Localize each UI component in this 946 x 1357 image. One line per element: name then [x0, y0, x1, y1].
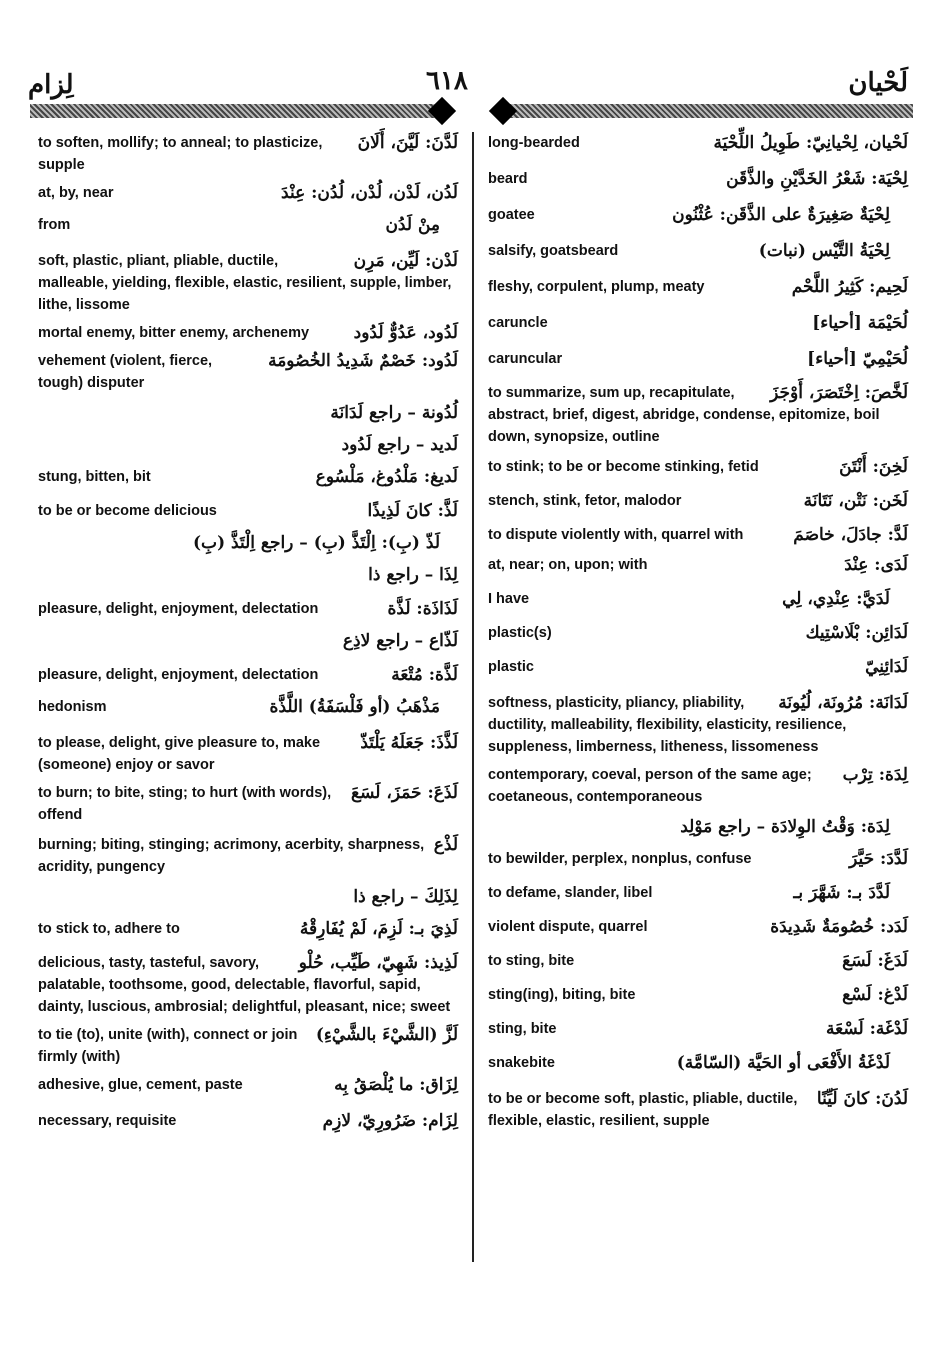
english-definition: to burn; to bite, sting; to hurt (with words), offend	[38, 785, 332, 823]
arabic-headword: لَزَّ (الشَّيْءَ بالشَّيْءِ)	[315, 1025, 458, 1045]
dictionary-entry	[38, 886, 458, 908]
english-definition: pleasure, delight, enjoyment, delectation	[38, 667, 319, 683]
arabic-headword: لِدَة: تِرْب	[842, 765, 908, 785]
english-definition: hedonism	[38, 699, 107, 715]
english-definition: burning; biting, stinging; acrimony, acerbity, sharpness, acridity, pungency	[38, 837, 425, 875]
english-definition: violent dispute, quarrel	[488, 919, 648, 935]
dictionary-entry	[488, 950, 908, 972]
arabic-headword: لَذَّذَ: جَعَلَهُ يَلْتَذّ	[360, 733, 458, 753]
arabic-headword: لَخِنَ: أَنْتَنَ	[839, 457, 908, 477]
english-definition: snakebite	[488, 1055, 555, 1071]
arabic-headword: لِدَة: وَقْتُ الوِلادَة – راجع مَوْلِد	[680, 817, 890, 837]
dictionary-entry	[38, 918, 458, 940]
dictionary-entry	[488, 622, 908, 644]
dictionary-entry	[488, 984, 908, 1006]
arabic-headword: لَذْع	[433, 835, 458, 855]
dictionary-entry	[38, 834, 458, 878]
english-definition: sting(ing), biting, bite	[488, 987, 636, 1003]
dictionary-entry	[38, 952, 458, 1018]
dictionary-entry	[488, 692, 908, 758]
dictionary-entry	[38, 132, 458, 176]
arabic-headword: لَدُود، عَدُوٌّ لَدُود	[353, 323, 458, 343]
dictionary-entry	[488, 168, 908, 190]
arabic-headword: لَذَعَ: حَمَزَ، لَسَعَ	[351, 783, 458, 803]
arabic-headword: لِزَاق: ما يُلْصَقُ بِه	[334, 1075, 458, 1095]
dictionary-entry	[38, 1024, 458, 1068]
dictionary-entry	[38, 1074, 458, 1096]
dictionary-entry	[38, 598, 458, 620]
arabic-headword: لِحْيَة: شَعْرُ الخَدَّيْنِ والذَّقَن	[726, 169, 908, 189]
arabic-headword: لَديغ: مَلْدُوغ، مَلْسُوع	[315, 467, 458, 487]
dictionary-entry	[38, 782, 458, 826]
dictionary-entry	[488, 882, 908, 904]
english-definition: I have	[488, 591, 530, 607]
english-definition: to defame, slander, libel	[488, 885, 653, 901]
dictionary-entry	[38, 466, 458, 488]
dictionary-entry	[488, 490, 908, 512]
english-definition: necessary, requisite	[38, 1113, 177, 1129]
dictionary-entry	[488, 1018, 908, 1040]
dictionary-entry	[38, 250, 458, 316]
english-definition: stung, bitten, bit	[38, 469, 151, 485]
dictionary-entry	[488, 456, 908, 478]
dictionary-entry	[488, 916, 908, 938]
english-definition: sting, bite	[488, 1021, 557, 1037]
dictionary-entry	[488, 1088, 908, 1132]
arabic-headword: لَدَيَّ: عِنْدِي، لِي	[782, 589, 890, 609]
dictionary-entry	[38, 322, 458, 344]
arabic-headword: لِذَلِكَ – راجع ذا	[353, 887, 458, 907]
arabic-headword: لَدَائِنِيّ	[865, 657, 908, 677]
english-definition: stench, stink, fetor, malodor	[488, 493, 682, 509]
dictionary-entry	[488, 348, 908, 370]
arabic-headword: لِحْيَةُ التَّيْس (نبات)	[758, 241, 890, 261]
english-definition: to sting, bite	[488, 953, 575, 969]
arabic-headword: لَدُود: خَصْمٌ شَدِيدُ الخُصُومَة	[268, 351, 458, 371]
dictionary-entry	[488, 204, 908, 226]
arabic-headword: لَدُنَ: كانَ لَيِّنًا	[816, 1089, 908, 1109]
dictionary-entry	[488, 848, 908, 870]
english-definition: softness, plasticity, pliancy, pliability, ductility, malleability, flexibility, elasticity, resilience, suppleness, limberness, litheness, lissomeness	[488, 695, 847, 755]
arabic-headword: لَذَّ: كانَ لَذِيذًا	[367, 501, 458, 521]
english-definition: caruncle	[488, 315, 548, 331]
arabic-headword: مِنْ لَدُن	[385, 215, 440, 235]
english-definition: to summarize, sum up, recapitulate, abstract, brief, digest, abridge, condense, epitomize, boil down, synopsize, outline	[488, 385, 880, 445]
arabic-headword: لَدُن، لَدْن، لُدْن، لُدُن: عِنْدَ	[281, 183, 458, 203]
english-definition: to stink; to be or become stinking, fetid	[488, 459, 759, 475]
arabic-headword: لُحَيْمَة [أحياء]	[812, 313, 908, 333]
english-definition: contemporary, coeval, person of the same age; coetaneous, contemporaneous	[488, 767, 812, 805]
english-definition: beard	[488, 171, 528, 187]
arabic-headword: لَدْغ: لَسْع	[842, 985, 908, 1005]
english-definition: to tie (to), unite (with), connect or join firmly (with)	[38, 1027, 298, 1065]
dictionary-entry	[38, 664, 458, 686]
dictionary-entry	[38, 532, 458, 554]
arabic-headword: لِذَا – راجع ذا	[368, 565, 458, 585]
english-definition: plastic(s)	[488, 625, 552, 641]
dictionary-entry	[488, 524, 908, 546]
dictionary-entry	[38, 732, 458, 776]
english-definition: to be or become delicious	[38, 503, 217, 519]
english-definition: vehement (violent, fierce, tough) disputer	[38, 353, 213, 391]
arabic-headword: لَدَد: خُصُومَةٌ شَدِيدَة	[770, 917, 908, 937]
dictionary-entry	[488, 382, 908, 448]
arabic-headword: لَدَائِن: بْلَاسْتِيك	[805, 623, 908, 643]
arabic-headword: لَدَّ: جادَلَ، خاصَمَ	[793, 525, 908, 545]
arabic-headword: لَدَّدَ بـ: شَهَّرَ بـ	[793, 883, 890, 903]
english-definition: to be or become soft, plastic, pliable, ductile, flexible, elastic, resilient, supple	[488, 1091, 798, 1129]
english-definition: mortal enemy, bitter enemy, archenemy	[38, 325, 310, 341]
dictionary-entry	[488, 554, 908, 576]
arabic-headword: لَدَّنَ: لَيَّنَ، أَلَانَ	[357, 133, 458, 153]
dictionary-entry	[38, 182, 458, 204]
arabic-headword: لَذّ (بِ): اِلْتَذَّ (بِ) – راجع اِلْتَذَّ (بِ)	[193, 533, 440, 553]
header-diamond-right	[489, 97, 517, 125]
dictionary-entry	[488, 276, 908, 298]
arabic-headword: لِحْيَةٌ صَغِيرَةٌ على الذَّقَن: عُثْنُون	[672, 205, 890, 225]
arabic-headword: لَخَّصَ: اِخْتَصَرَ، أَوْجَزَ	[770, 383, 908, 403]
english-definition: pleasure, delight, enjoyment, delectation	[38, 601, 319, 617]
header-diamond-left	[428, 97, 456, 125]
arabic-headword: لَديد – راجع لَدُود	[341, 435, 458, 455]
arabic-headword: لَحِيم: كَثِيرُ اللَّحْم	[791, 277, 908, 297]
arabic-headword: لَدَّدَ: حَيَّرَ	[849, 849, 908, 869]
dictionary-entry	[488, 764, 908, 808]
english-definition: to please, delight, give pleasure to, make (someone) enjoy or savor	[38, 735, 321, 773]
arabic-headword: لَحْيان، لِحْيانِيّ: طَوِيلُ اللِّحْيَة	[713, 133, 908, 153]
dictionary-entry	[488, 588, 908, 610]
dictionary-entry	[38, 500, 458, 522]
dictionary-entry	[38, 402, 458, 424]
arabic-headword: لَدْغَة: لَسْعَة	[826, 1019, 908, 1039]
dictionary-entry	[38, 564, 458, 586]
arabic-headword: لَدَى: عِنْدَ	[844, 555, 908, 575]
arabic-headword: لُدُونة – راجع لَدَانَة	[330, 403, 458, 423]
arabic-headword: لَخَن: نَتْن، نَتَانَة	[803, 491, 908, 511]
arabic-headword: لِزَام: ضَرُورِيّ، لازِم	[322, 1111, 458, 1131]
arabic-headword: لَدْن: لَيِّن، مَرِن	[353, 251, 458, 271]
english-definition: from	[38, 217, 71, 233]
english-definition: goatee	[488, 207, 535, 223]
dictionary-entry	[38, 696, 458, 718]
english-definition: to stick to, adhere to	[38, 921, 180, 937]
english-definition: fleshy, corpulent, plump, meaty	[488, 279, 705, 295]
arabic-headword: لَذِيَ بـ: لَزِمَ، لَمْ يُفَارِقْهُ	[299, 919, 458, 939]
dictionary-entry	[488, 1052, 908, 1074]
dictionary-entry	[38, 350, 458, 394]
dictionary-entry	[488, 816, 908, 838]
page-number: ٦١٨	[426, 66, 468, 96]
dictionary-entry	[38, 630, 458, 652]
dictionary-entry	[38, 434, 458, 456]
arabic-headword: لَدْغَةُ الأَفْعَى أو الحَيَّة (السّامَّة)	[676, 1053, 890, 1073]
column-divider	[472, 132, 474, 1262]
arabic-headword: لَذَّة: مُتْعَة	[391, 665, 458, 685]
english-definition: at, near; on, upon; with	[488, 557, 648, 573]
header-rule-right	[505, 104, 913, 118]
english-definition: to soften, mollify; to anneal; to plasticize, supple	[38, 135, 323, 173]
right-column	[488, 132, 908, 1132]
english-definition: at, by, near	[38, 185, 114, 201]
arabic-headword: لَدَانَة: مُرُونَة، لُيُونَة	[778, 693, 908, 713]
dictionary-entry	[488, 240, 908, 262]
english-definition: long-bearded	[488, 135, 580, 151]
arabic-headword: لَذِيذ: شَهِيّ، طَيِّب، حُلْو	[298, 953, 458, 973]
arabic-headword: لَذّاع – راجع لاذِع	[342, 631, 458, 651]
dictionary-entry	[38, 214, 458, 236]
english-definition: plastic	[488, 659, 534, 675]
english-definition: salsify, goatsbeard	[488, 243, 619, 259]
arabic-headword: لَذَاذَة: لَذَّة	[387, 599, 458, 619]
dictionary-entry	[488, 656, 908, 678]
english-definition: delicious, tasty, tasteful, savory, palatable, toothsome, good, delectable, flavorful, sapid, dainty, luscious, ambrosial; delightful, pleasant, nice; sweet	[38, 955, 451, 1015]
english-definition: adhesive, glue, cement, paste	[38, 1077, 243, 1093]
left-column	[38, 132, 458, 1132]
header-guide-word-right: لَحْيان	[848, 68, 908, 98]
dictionary-entry	[488, 132, 908, 154]
english-definition: caruncular	[488, 351, 563, 367]
arabic-headword: مَذْهَبُ (أو فَلْسَفَةُ) اللَّذَّة	[269, 697, 440, 717]
header-guide-word-left: لِزام	[28, 70, 74, 100]
english-definition: to bewilder, perplex, nonplus, confuse	[488, 851, 752, 867]
dictionary-entry	[488, 312, 908, 334]
dictionary-entry	[38, 1110, 458, 1132]
english-definition: to dispute violently with, quarrel with	[488, 527, 744, 543]
arabic-headword: لَدَغَ: لَسَعَ	[842, 951, 908, 971]
arabic-headword: لُحَيْمِيّ [أحياء]	[807, 349, 908, 369]
english-definition: soft, plastic, pliant, pliable, ductile, malleable, yielding, flexible, elastic, resilient, supple, limber, lithe, lissome	[38, 253, 452, 313]
header-rule-left	[30, 104, 440, 118]
